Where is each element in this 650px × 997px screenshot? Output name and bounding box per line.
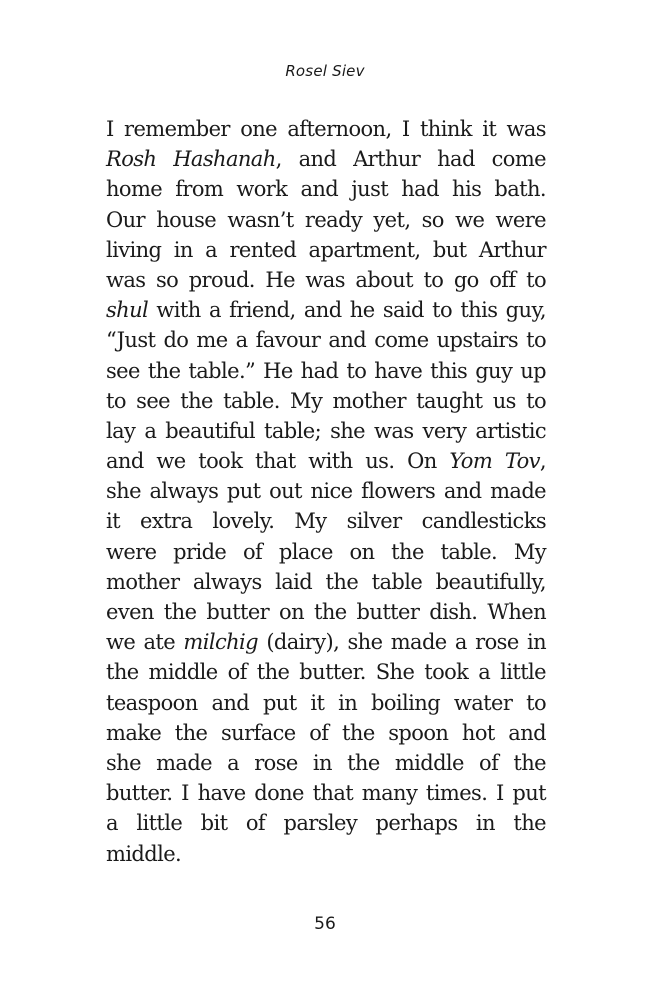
text-segment: Our house wasn’t ready yet, so we were: [106, 207, 546, 232]
text-line: [106, 839, 546, 869]
italic-term: shul: [106, 298, 149, 323]
text-segment: see the table.” He had to have this guy up: [106, 358, 546, 383]
text-segment: living in a rented apartment, but Arthur: [106, 237, 546, 262]
text-segment: home from work and just had his bath.: [106, 177, 546, 202]
text-line: [106, 537, 546, 567]
text-line: [106, 748, 546, 778]
text-segment: butter. I have done that many times. I put: [106, 781, 546, 806]
text-segment: with a friend, and he said to this guy,: [148, 298, 546, 323]
text-line: [106, 476, 546, 506]
text-line: [106, 265, 546, 295]
text-segment: lay a beautiful table; she was very artistic: [106, 418, 546, 443]
text-line: [106, 446, 546, 476]
text-segment: were pride of place on the table. My: [106, 539, 546, 564]
text-segment: “Just do me a favour and come upstairs to: [106, 328, 546, 353]
text-segment: (dairy), she made a rose in: [258, 630, 546, 655]
text-line: [106, 688, 546, 718]
italic-term: Rosh Hashanah: [106, 147, 276, 172]
text-segment: ,: [539, 449, 546, 474]
text-line: [106, 778, 546, 808]
text-segment: she made a rose in the middle of the: [106, 750, 546, 775]
text-line: [106, 808, 546, 838]
text-line: [106, 597, 546, 627]
text-line: [106, 627, 546, 657]
text-line: [106, 718, 546, 748]
text-segment: the middle of the butter. She took a little: [106, 660, 546, 685]
text-line: [106, 356, 546, 386]
text-segment: middle.: [106, 841, 182, 866]
text-line: [106, 657, 546, 687]
text-line: [106, 325, 546, 355]
text-line: [106, 295, 546, 325]
italic-term: milchig: [183, 630, 259, 655]
text-segment: mother always laid the table beautifully,: [106, 569, 546, 594]
text-segment: , and Arthur had come: [275, 147, 546, 172]
italic-term: Yom Tov: [449, 449, 540, 474]
text-segment: was so proud. He was about to go off to: [106, 267, 546, 292]
body-paragraph: [106, 114, 546, 869]
running-head: Rosel Siev: [285, 62, 365, 80]
text-line: [106, 114, 546, 144]
text-segment: it extra lovely. My silver candlesticks: [106, 509, 546, 534]
text-segment: to see the table. My mother taught us to: [106, 388, 546, 413]
text-line: [106, 416, 546, 446]
text-segment: a little bit of parsley perhaps in the: [106, 811, 546, 836]
text-segment: make the surface of the spoon hot and: [106, 720, 546, 745]
text-segment: we ate: [106, 630, 184, 655]
text-segment: even the butter on the butter dish. When: [106, 600, 546, 624]
text-line: [106, 174, 546, 204]
text-line: [106, 506, 546, 536]
text-line: [106, 235, 546, 265]
text-line: [106, 567, 546, 597]
text-line: [106, 144, 546, 174]
text-segment: teaspoon and put it in boiling water to: [106, 690, 546, 715]
text-segment: I remember one afternoon, I think it was: [106, 117, 546, 141]
page-number: 56: [314, 914, 336, 934]
text-line: [106, 205, 546, 235]
text-segment: she always put out nice flowers and made: [106, 479, 546, 504]
text-line: [106, 386, 546, 416]
text-segment: and we took that with us. On: [106, 449, 450, 474]
